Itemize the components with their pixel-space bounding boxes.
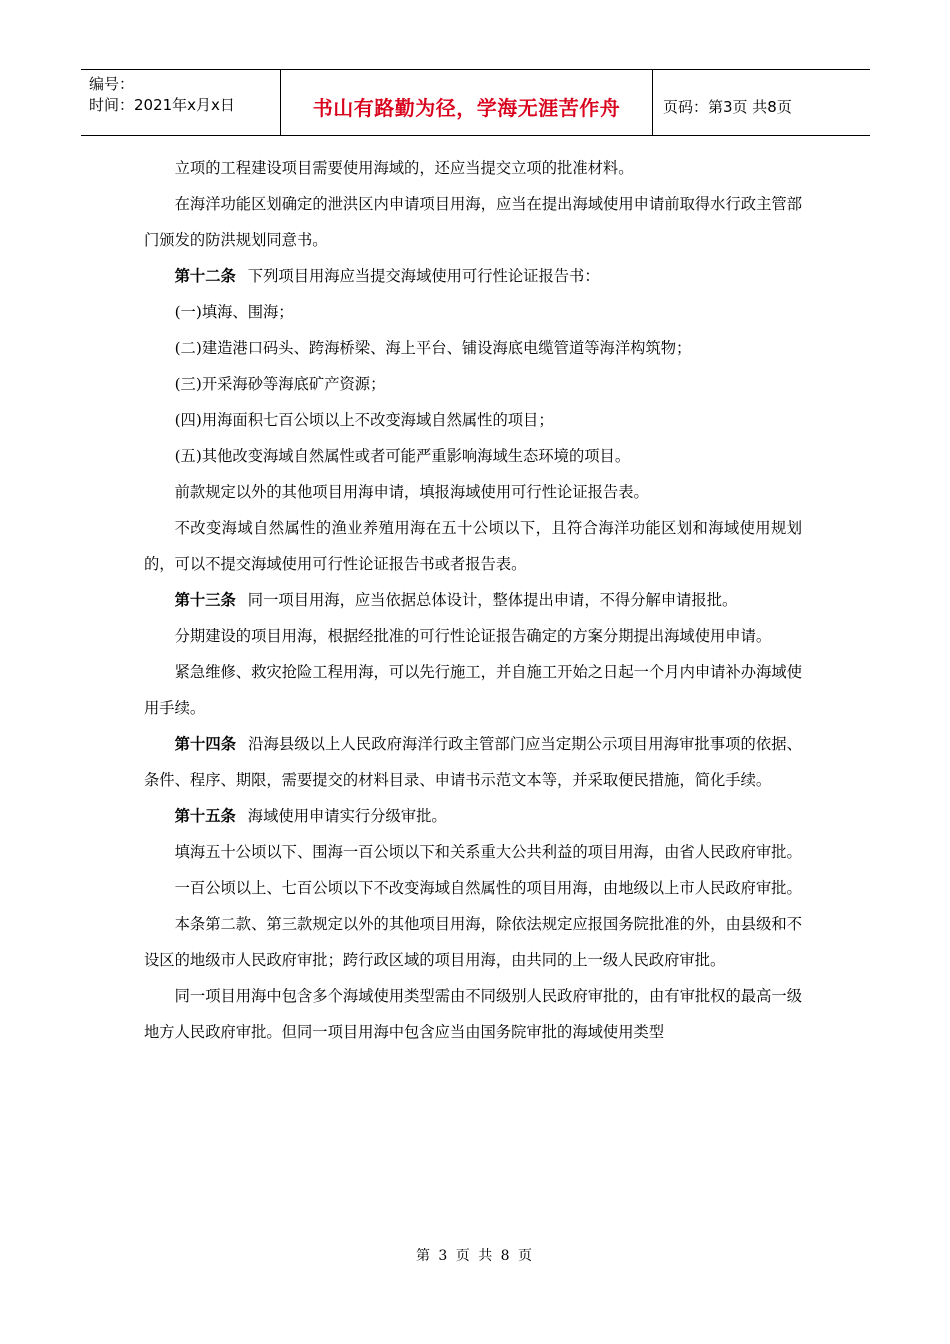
- paragraph-text: 立项的工程建设项目需要使用海域的，还应当提交立项的批准材料。: [174, 159, 634, 177]
- body-paragraph: [144, 510, 802, 582]
- body-paragraph: [144, 870, 802, 906]
- article-heading: 第十五条: [174, 807, 236, 825]
- document-number-label: 编号：: [89, 75, 135, 93]
- page-footer: [0, 1245, 950, 1265]
- header-page-info: 页码：第3页 共8页: [663, 98, 792, 116]
- article-heading: 第十二条: [174, 267, 236, 285]
- body-paragraph: [144, 474, 802, 510]
- paragraph-text: (五)其他改变海域自然属性或者可能严重影响海域生态环境的项目。: [174, 447, 631, 465]
- document-body: [144, 150, 802, 1050]
- body-paragraph: [144, 402, 802, 438]
- document-time-label: 时间：2021年x月x日: [89, 96, 235, 114]
- paragraph-text: 本条第二款、第三款规定以外的其他项目用海，除依法规定应报国务院批准的外，由县级和不设区的地级市人民政府审批；跨行政区域的项目用海，由共同的上一级人民政府审批。: [144, 915, 802, 969]
- paragraph-text: 海域使用申请实行分级审批。: [247, 807, 447, 825]
- paragraph-text: 在海洋功能区划确定的泄洪区内申请项目用海，应当在提出海域使用申请前取得水行政主管部门颁发的防洪规划同意书。: [144, 195, 802, 249]
- header-motto-cell: [281, 70, 653, 135]
- header-page-cell: [653, 70, 870, 135]
- body-paragraph: [144, 798, 802, 834]
- body-paragraph: [144, 834, 802, 870]
- body-paragraph: [144, 150, 802, 186]
- body-paragraph: [144, 618, 802, 654]
- paragraph-text: 填海五十公顷以下、围海一百公顷以下和关系重大公共利益的项目用海，由省人民政府审批。: [174, 843, 802, 861]
- paragraph-text: (三)开采海砂等海底矿产资源；: [174, 375, 386, 393]
- body-paragraph: [144, 654, 802, 726]
- body-paragraph: [144, 726, 802, 798]
- paragraph-text: 不改变海域自然属性的渔业养殖用海在五十公顷以下，且符合海洋功能区划和海域使用规划的，可以不提交海域使用可行性论证报告书或者报告表。: [144, 519, 802, 573]
- body-paragraph: [144, 582, 802, 618]
- body-paragraph: [144, 906, 802, 978]
- footer-page-number: 第 3 页 共 8 页: [415, 1248, 535, 1264]
- paragraph-text: 同一项目用海中包含多个海域使用类型需由不同级别人民政府审批的，由有审批权的最高一级地方人民政府审批。但同一项目用海中包含应当由国务院审批的海域使用类型: [144, 987, 802, 1041]
- body-paragraph: [144, 366, 802, 402]
- body-paragraph: [144, 258, 802, 294]
- paragraph-text: 紧急维修、救灾抢险工程用海，可以先行施工，并自施工开始之日起一个月内申请补办海域使用手续。: [144, 663, 802, 717]
- paragraph-text: (四)用海面积七百公顷以上不改变海域自然属性的项目；: [174, 411, 554, 429]
- header-motto: 书山有路勤为径，学海无涯苦作舟: [312, 96, 621, 120]
- paragraph-text: 一百公顷以上、七百公顷以下不改变海域自然属性的项目用海，由地级以上市人民政府审批。: [174, 879, 802, 897]
- body-paragraph: [144, 978, 802, 1050]
- body-paragraph: [144, 330, 802, 366]
- paragraph-text: 下列项目用海应当提交海域使用可行性论证报告书：: [247, 267, 600, 285]
- paragraph-text: (一)填海、围海；: [174, 303, 294, 321]
- header-meta-cell: [81, 70, 281, 135]
- paragraph-text: 沿海县级以上人民政府海洋行政主管部门应当定期公示项目用海审批事项的依据、条件、程序、期限，需要提交的材料目录、申请书示范文本等，并采取便民措施，简化手续。: [144, 735, 802, 789]
- paragraph-text: 前款规定以外的其他项目用海申请，填报海域使用可行性论证报告表。: [174, 483, 649, 501]
- article-heading: 第十三条: [174, 591, 236, 609]
- article-heading: 第十四条: [174, 735, 237, 753]
- paragraph-text: 同一项目用海，应当依据总体设计，整体提出申请，不得分解申请报批。: [247, 591, 738, 609]
- body-paragraph: [144, 294, 802, 330]
- paragraph-text: 分期建设的项目用海，根据经批准的可行性论证报告确定的方案分期提出海域使用申请。: [174, 627, 772, 645]
- body-paragraph: [144, 438, 802, 474]
- paragraph-text: (二)建造港口码头、跨海桥梁、海上平台、铺设海底电缆管道等海洋构筑物；: [174, 339, 692, 357]
- header-table: [81, 69, 870, 136]
- body-paragraph: [144, 186, 802, 258]
